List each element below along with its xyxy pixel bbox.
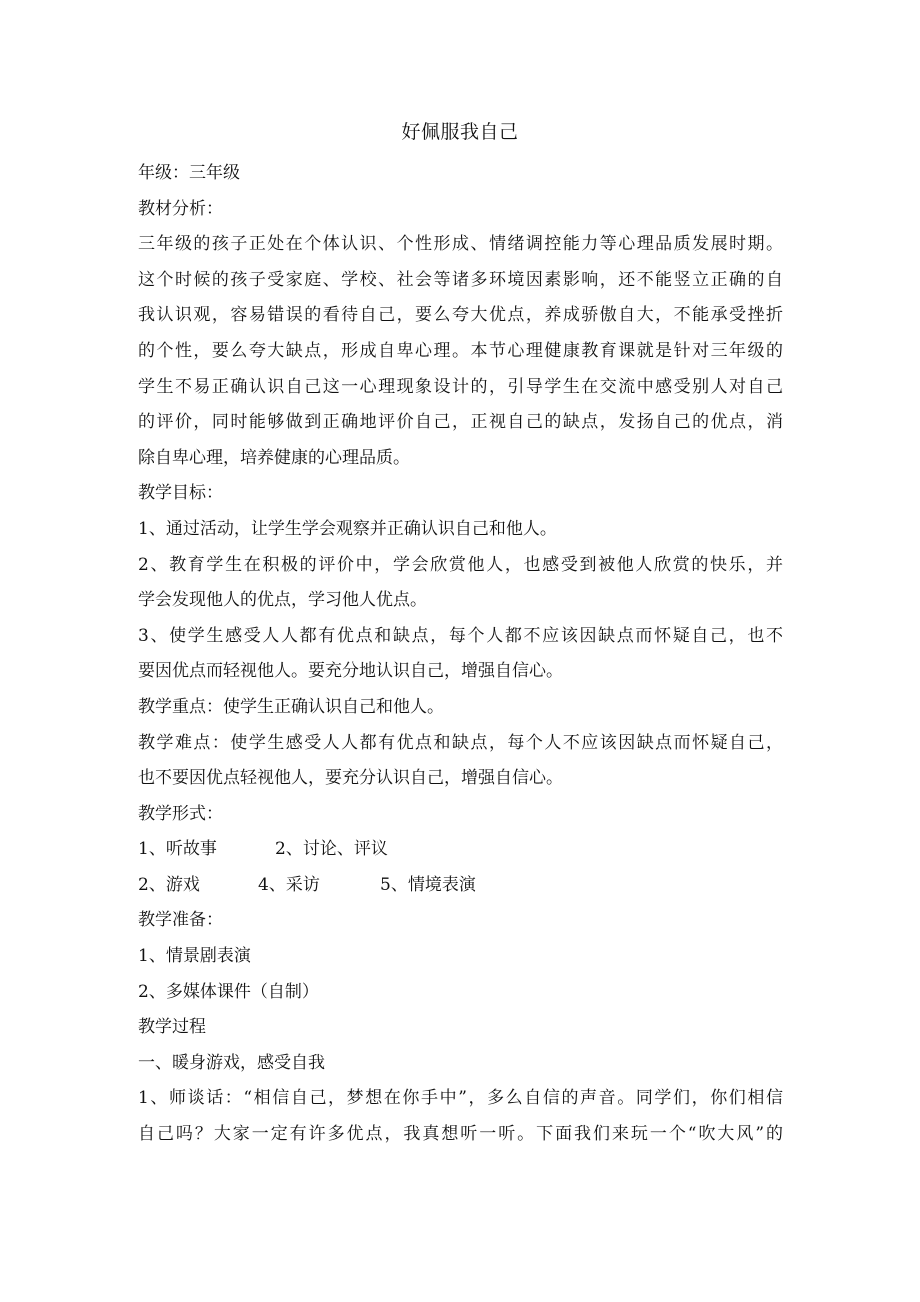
analysis-paragraph-line: 的个性，要么夸大缺点，形成自卑心理。本节心理健康教育课就是针对三年级的	[138, 340, 783, 361]
goals-heading: 教学目标：	[138, 483, 223, 504]
analysis-paragraph-line: 这个时候的孩子受家庭、学校、社会等诸多环境因素影响，还不能竖立正确的自	[138, 269, 783, 290]
form-item: 5、情境表演	[380, 874, 476, 895]
prep-heading: 教学准备：	[138, 910, 223, 931]
process-heading: 教学过程	[138, 1017, 206, 1038]
form-item: 2、讨论、评议	[275, 839, 388, 860]
analysis-paragraph-line: 的评价，同时能够做到正确地评价自己，正视自己的缺点，发扬自己的优点，消	[138, 412, 783, 433]
forms-heading: 教学形式：	[138, 803, 223, 824]
goal-item-continued: 要因优点而轻视他人。要充分地认识自己，增强自信心。	[138, 661, 563, 682]
prep-item: 2、多媒体课件（自制）	[138, 981, 319, 1002]
key-point: 教学重点：使学生正确认识自己和他人。	[138, 696, 444, 717]
goal-item-continued: 学会发现他人的优点，学习他人优点。	[138, 590, 427, 611]
analysis-paragraph-line: 三年级的孩子正处在个体认识、个性形成、情绪调控能力等心理品质发展时期。	[138, 234, 783, 255]
form-item: 2、游戏	[138, 874, 200, 895]
document-body	[138, 156, 783, 1153]
grade-line: 年级：三年级	[138, 163, 240, 183]
form-item: 4、采访	[258, 874, 320, 895]
process-step-text: 1、师谈话：“相信自己，梦想在你手中”，多么自信的声音。同学们，你们相信	[138, 1088, 783, 1109]
goal-item: 1、通过活动，让学生学会观察并正确认识自己和他人。	[138, 518, 557, 539]
forms-row	[138, 832, 783, 868]
analysis-paragraph-line: 我认识观，容易错误的看待自己，要么夸大优点，养成骄傲自大，不能承受挫折	[138, 305, 783, 326]
analysis-paragraph-line: 除自卑心理，培养健康的心理品质。	[138, 447, 410, 468]
goal-item: 3、使学生感受人人都有优点和缺点，每个人都不应该因缺点而怀疑自己，也不	[138, 625, 783, 646]
difficulty-line: 也不要因优点轻视他人，要充分认识自己，增强自信心。	[138, 768, 563, 789]
prep-item: 1、情景剧表演	[138, 946, 251, 967]
process-step: 一、暖身游戏，感受自我	[138, 1052, 325, 1073]
form-item: 1、听故事	[138, 839, 217, 860]
difficulty-line: 教学难点：使学生感受人人都有优点和缺点，每个人不应该因缺点而怀疑自己，	[138, 732, 783, 753]
analysis-paragraph-line: 学生不易正确认识自己这一心理现象设计的，引导学生在交流中感受别人对自己	[138, 376, 783, 397]
forms-row	[138, 868, 783, 904]
process-step-text: 自己吗？大家一定有许多优点，我真想听一听。下面我们来玩一个“吹大风”的	[138, 1124, 783, 1145]
analysis-heading: 教材分析：	[138, 198, 223, 219]
document-title: 好佩服我自己	[401, 121, 519, 143]
goal-item: 2、教育学生在积极的评价中，学会欣赏他人，也感受到被他人欣赏的快乐，并	[138, 554, 783, 575]
